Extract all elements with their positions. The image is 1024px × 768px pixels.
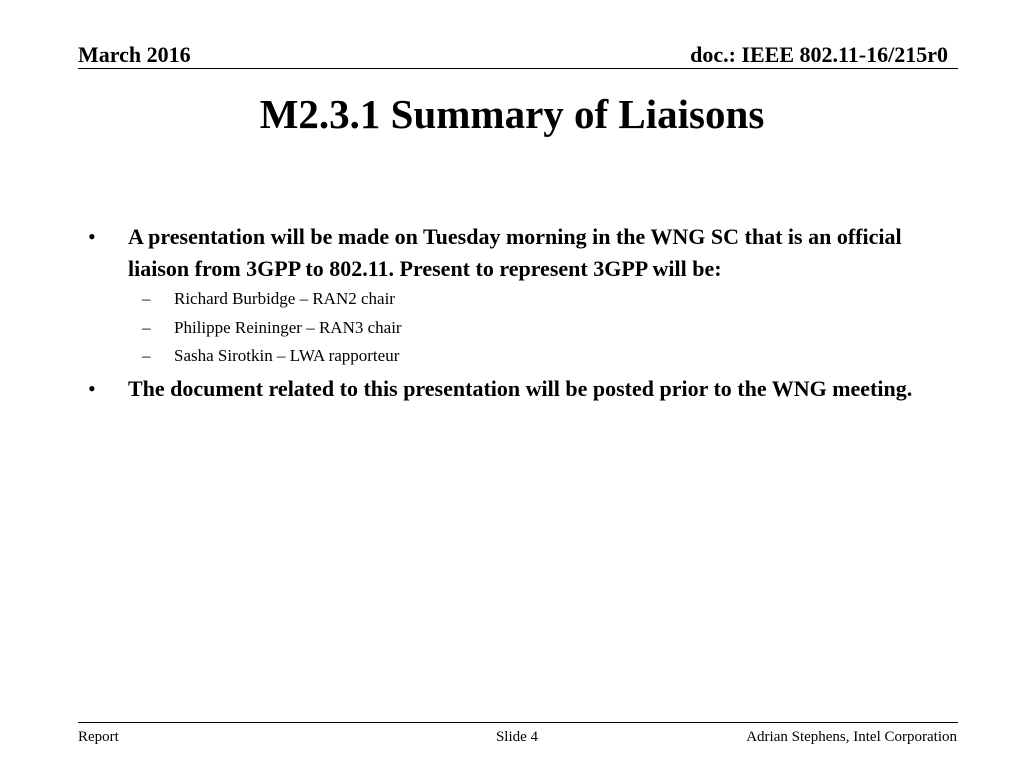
- bullet-marker: •: [88, 375, 96, 401]
- bullet-item: [82, 373, 932, 405]
- bullet-list: [82, 221, 932, 404]
- sub-bullet-item: [130, 342, 932, 371]
- footer-slide-number: Slide 4: [495, 729, 539, 745]
- sub-bullet-marker: –: [142, 346, 151, 365]
- sub-bullet-item: [130, 314, 932, 343]
- bullet-text: The document related to this presentation will be posted prior to the WNG meeting.: [128, 375, 913, 401]
- bullet-item: [82, 221, 932, 371]
- bullet-marker: •: [88, 224, 96, 249]
- header-date: March 2016: [78, 42, 191, 67]
- sub-bullet-marker: –: [142, 289, 151, 308]
- header-divider: [78, 68, 958, 69]
- sub-bullet-list: [128, 285, 932, 371]
- slide-title: M2.3.1 Summary of Liaisons: [259, 91, 765, 137]
- sub-bullet-item: [130, 285, 932, 314]
- footer-divider: [78, 722, 958, 723]
- sub-bullet-text: Sasha Sirotkin – LWA rapporteur: [174, 346, 400, 365]
- bullet-text: A presentation will be made on Tuesday morning in the WNG SC that is an official liaison from 3GPP to 802.11. Present to represent 3GPP will be:: [128, 224, 902, 281]
- footer-report-label: Report: [78, 729, 119, 745]
- sub-bullet-marker: –: [142, 317, 151, 337]
- sub-bullet-text: Philippe Reininger – RAN3 chair: [174, 317, 402, 337]
- footer-author: Adrian Stephens, Intel Corporation: [746, 729, 957, 745]
- header-doc-id: doc.: IEEE 802.11-16/215r0: [690, 42, 948, 67]
- sub-bullet-text: Richard Burbidge – RAN2 chair: [174, 289, 395, 308]
